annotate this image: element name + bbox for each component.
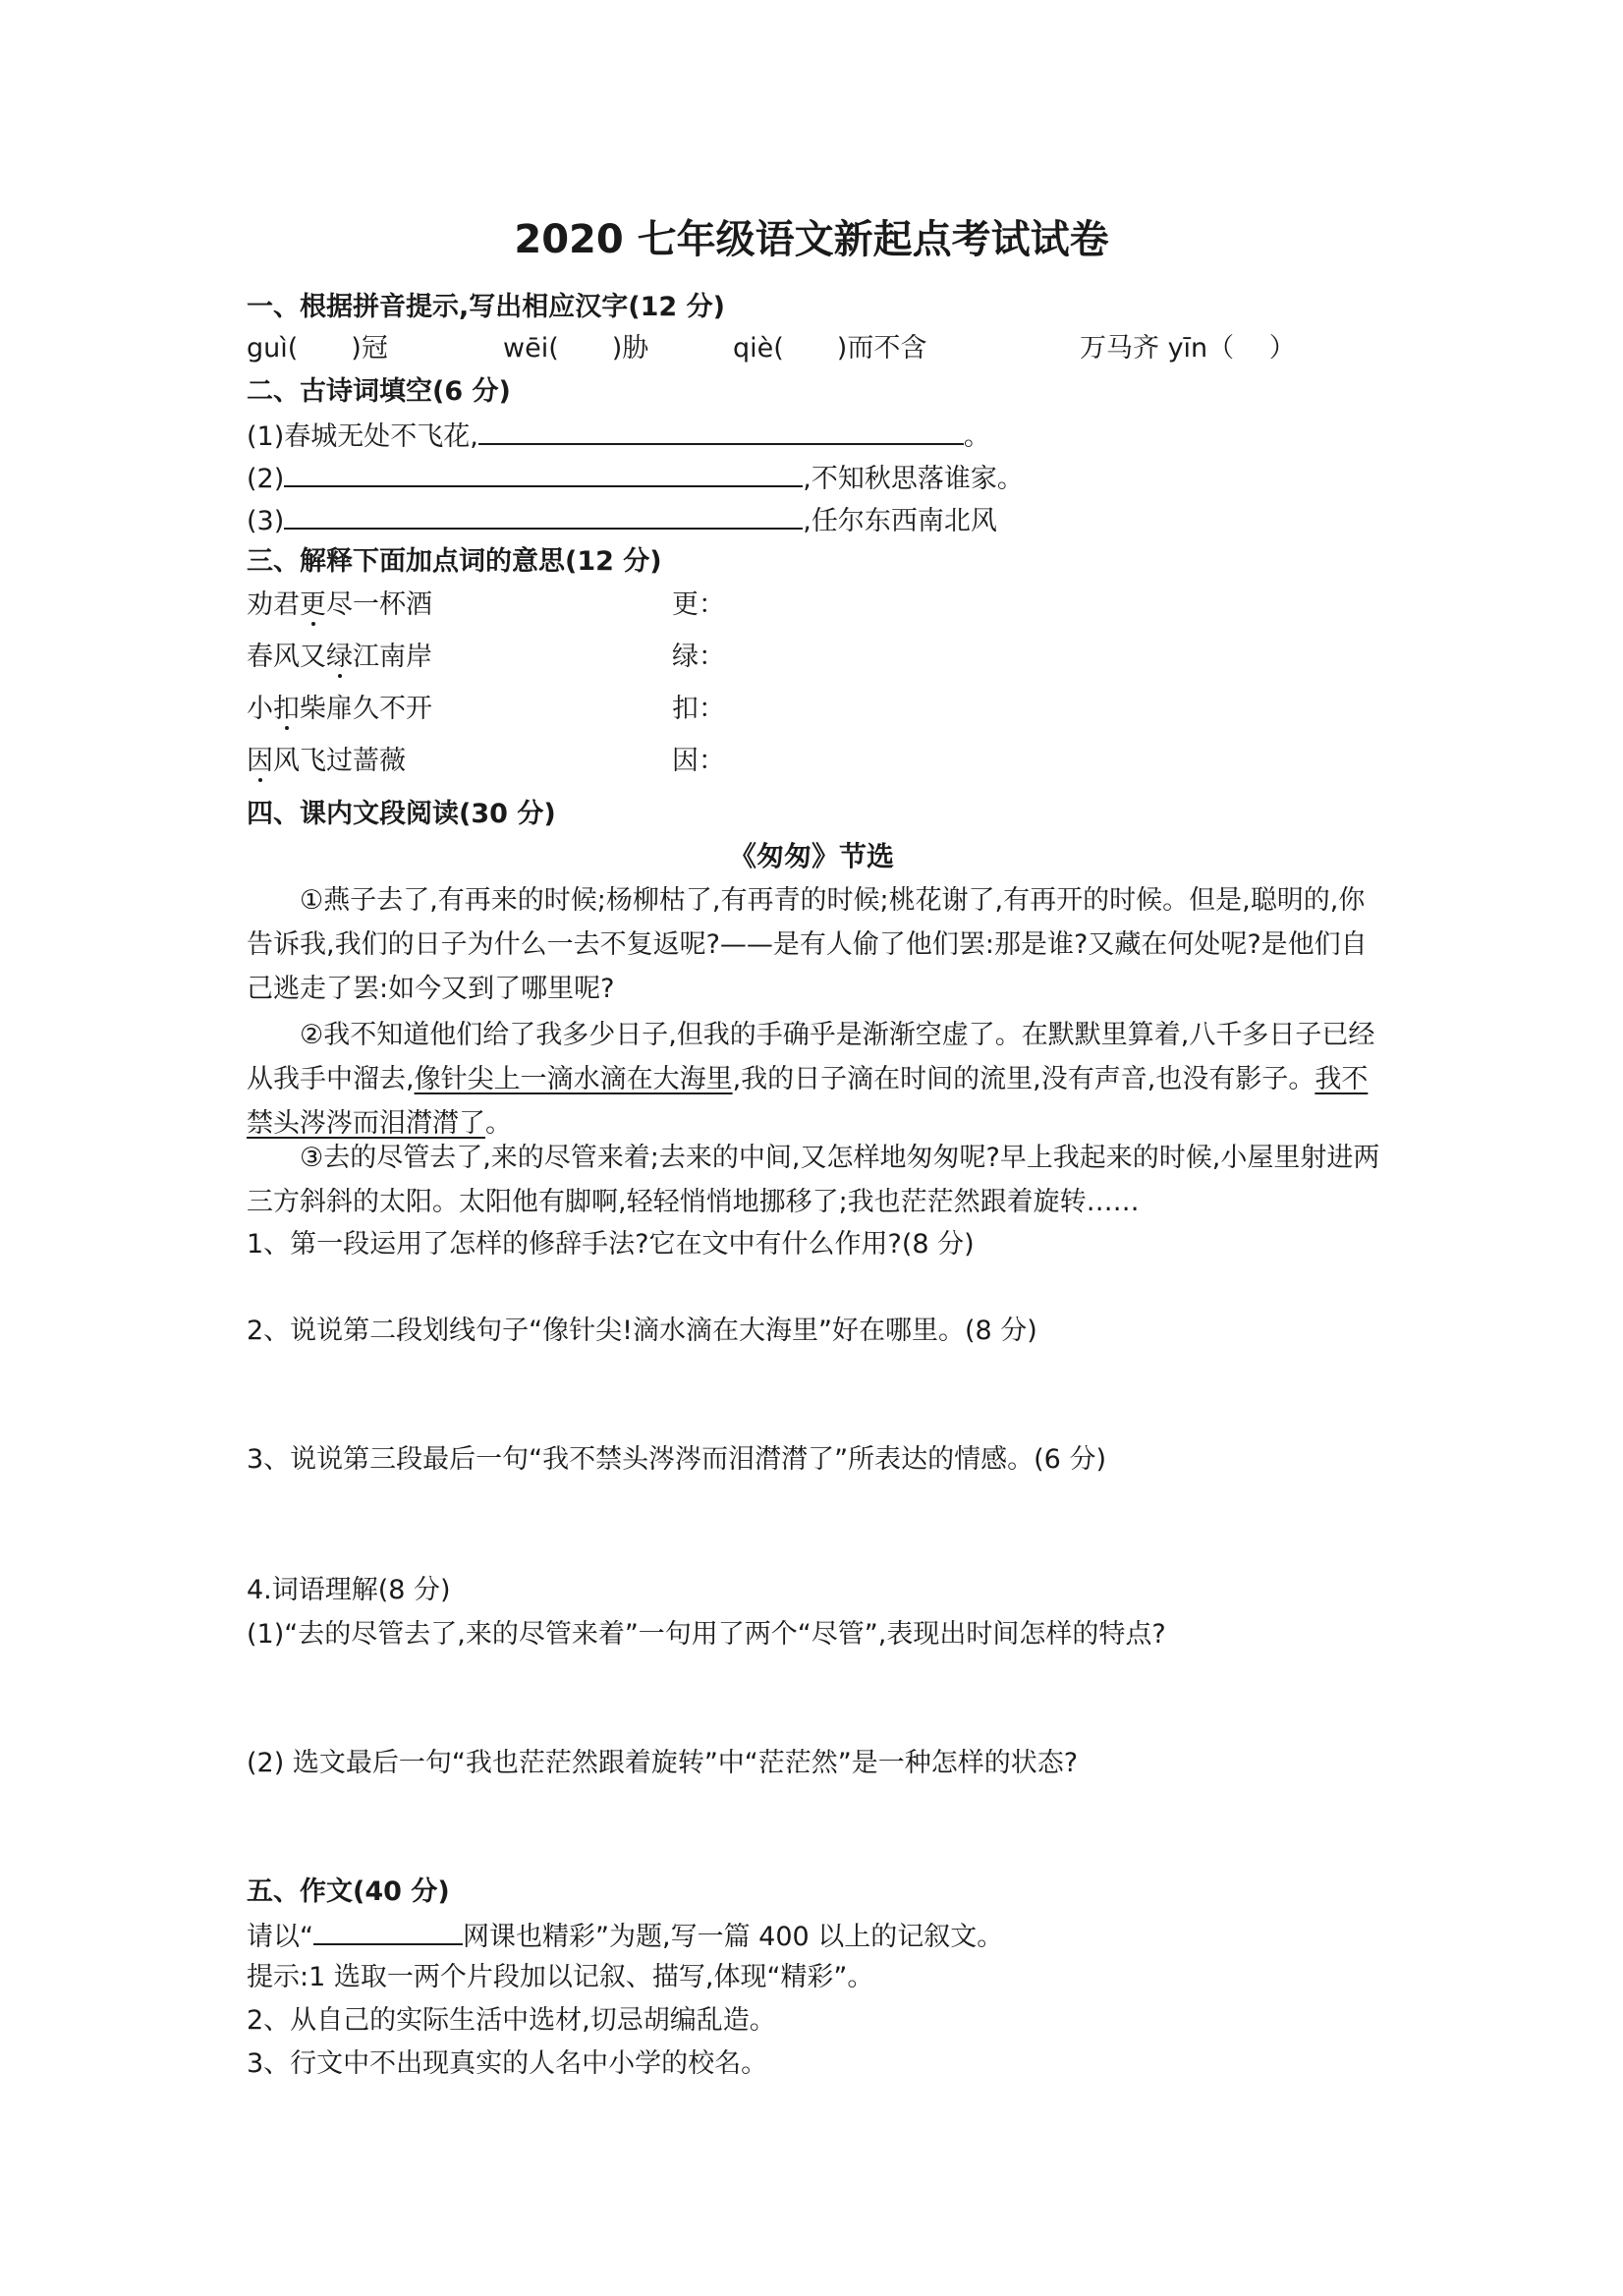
essay-tip-3: 3、行文中不出现真实的人名中小学的校名。 xyxy=(247,2048,768,2079)
pinyin-item-1: guì( )冠 xyxy=(247,333,388,364)
paragraph-2-part-c: 。 xyxy=(485,1108,512,1139)
answer-blank-2[interactable] xyxy=(284,456,803,487)
word-row-3 xyxy=(247,689,432,730)
essay-tip-2: 2、从自己的实际生活中选材,切忌胡编乱造。 xyxy=(247,2005,776,2036)
poem-fill-3-suffix: ,任尔东西南北风 xyxy=(803,506,997,536)
underlined-sentence-2: 我不禁头涔涔而泪潸潸了 xyxy=(247,1064,1369,1139)
word-row-4 xyxy=(247,741,406,782)
poem-fill-2 xyxy=(247,456,1024,500)
word-row-2-before: 春风又 xyxy=(247,642,326,672)
section-2-heading: 二、古诗词填空(6 分) xyxy=(247,376,511,407)
dotted-word-2: 绿 xyxy=(326,642,353,672)
poem-fill-1-prefix: (1)春城无处不飞花, xyxy=(247,421,478,452)
word-row-1 xyxy=(247,585,432,626)
section-5-heading: 五、作文(40 分) xyxy=(247,1876,450,1907)
pinyin-item-3: qiè( )而不含 xyxy=(733,333,927,364)
pinyin-item-4: 万马齐 yīn（ ） xyxy=(1080,333,1296,364)
word-row-3-before: 小 xyxy=(247,694,273,724)
word-label-1: 更： xyxy=(672,589,725,620)
essay-prompt-suffix: 网课也精彩”为题,写一篇 400 以上的记叙文。 xyxy=(463,1922,1004,1952)
essay-tip-1: 提示:1 选取一两个片段加以记叙、描写,体现“精彩”。 xyxy=(247,1962,874,1992)
poem-fill-1 xyxy=(247,414,990,458)
dotted-word-4: 因 xyxy=(247,746,273,776)
word-row-1-before: 劝君 xyxy=(247,589,300,620)
word-row-4-after: 风飞过蔷薇 xyxy=(273,746,406,776)
section-3-heading: 三、解释下面加点词的意思(12 分) xyxy=(247,546,662,577)
underlined-sentence-1: 像针尖上一滴水滴在大海里 xyxy=(414,1064,733,1094)
poem-fill-3-prefix: (3) xyxy=(247,506,285,536)
passage-paragraph-2 xyxy=(247,1013,1386,1146)
passage-paragraph-3: ③去的尽管去了,来的尽管来着;去来的中间,又怎样地匆匆呢?早上我起来的时候,小屋里射进两三方斜斜的太阳。太阳他有脚啊,轻轻悄悄地挪移了;我也茫茫然跟着旋转…… xyxy=(247,1143,1380,1217)
dotted-word-1: 更 xyxy=(300,589,326,620)
answer-blank-1[interactable] xyxy=(478,414,964,445)
section-1-heading: 一、根据拼音提示,写出相应汉字(12 分) xyxy=(247,292,725,322)
paragraph-2-part-b: ,我的日子滴在时间的流里,没有声音,也没有影子。 xyxy=(732,1064,1315,1094)
poem-fill-2-suffix: ,不知秋思落谁家。 xyxy=(803,464,1024,494)
word-row-3-after: 柴扉久不开 xyxy=(300,694,432,724)
word-row-1-after: 尽一杯酒 xyxy=(326,589,432,620)
answer-blank-3[interactable] xyxy=(284,498,803,530)
word-row-2 xyxy=(247,637,432,678)
dotted-word-3: 扣 xyxy=(273,694,300,724)
essay-prompt xyxy=(247,1914,1003,1958)
page-title: 2020 七年级语文新起点考试试卷 xyxy=(514,217,1109,262)
question-2: 2、说说第二段划线句子“像针尖!滴水滴在大海里”好在哪里。(8 分) xyxy=(247,1316,1037,1346)
poem-fill-3 xyxy=(247,498,997,542)
passage-title: 《匆匆》节选 xyxy=(728,840,894,872)
poem-fill-1-suffix: 。 xyxy=(963,421,990,452)
word-label-3: 扣： xyxy=(672,694,725,724)
paragraph-2-part-a: ②我不知道他们给了我多少日子,但我的手确乎是渐渐空虚了。在默默里算着,八千多日子已经从我手中溜去, xyxy=(247,1020,1375,1094)
essay-title-blank[interactable] xyxy=(313,1914,463,1945)
question-3: 3、说说第三段最后一句“我不禁头涔涔而泪潸潸了”所表达的情感。(6 分) xyxy=(247,1444,1106,1475)
pinyin-item-2: wēi( )胁 xyxy=(503,333,649,364)
question-4-1: (1)“去的尽管去了,来的尽管来着”一句用了两个“尽管”,表现出时间怎样的特点? xyxy=(247,1619,1166,1650)
poem-fill-2-prefix: (2) xyxy=(247,464,285,494)
word-row-2-after: 江南岸 xyxy=(353,642,432,672)
question-4: 4.词语理解(8 分) xyxy=(247,1575,451,1605)
section-4-heading: 四、课内文段阅读(30 分) xyxy=(247,799,556,829)
word-label-2: 绿： xyxy=(672,642,725,672)
word-label-4: 因： xyxy=(672,746,725,776)
question-4-2: (2) 选文最后一句“我也茫茫然跟着旋转”中“茫茫然”是一种怎样的状态? xyxy=(247,1748,1079,1778)
passage-paragraph-1: ①燕子去了,有再来的时候;杨柳枯了,有再青的时候;桃花谢了,有再开的时候。但是,聪明的,你告诉我,我们的日子为什么一去不复返呢?——是有人偷了他们罢:那是谁?又藏在何处呢?是他们自己逃走了罢:如今又到了哪里呢? xyxy=(247,885,1368,1004)
essay-prompt-prefix: 请以“ xyxy=(247,1922,313,1952)
question-1: 1、第一段运用了怎样的修辞手法?它在文中有什么作用?(8 分) xyxy=(247,1229,975,1260)
